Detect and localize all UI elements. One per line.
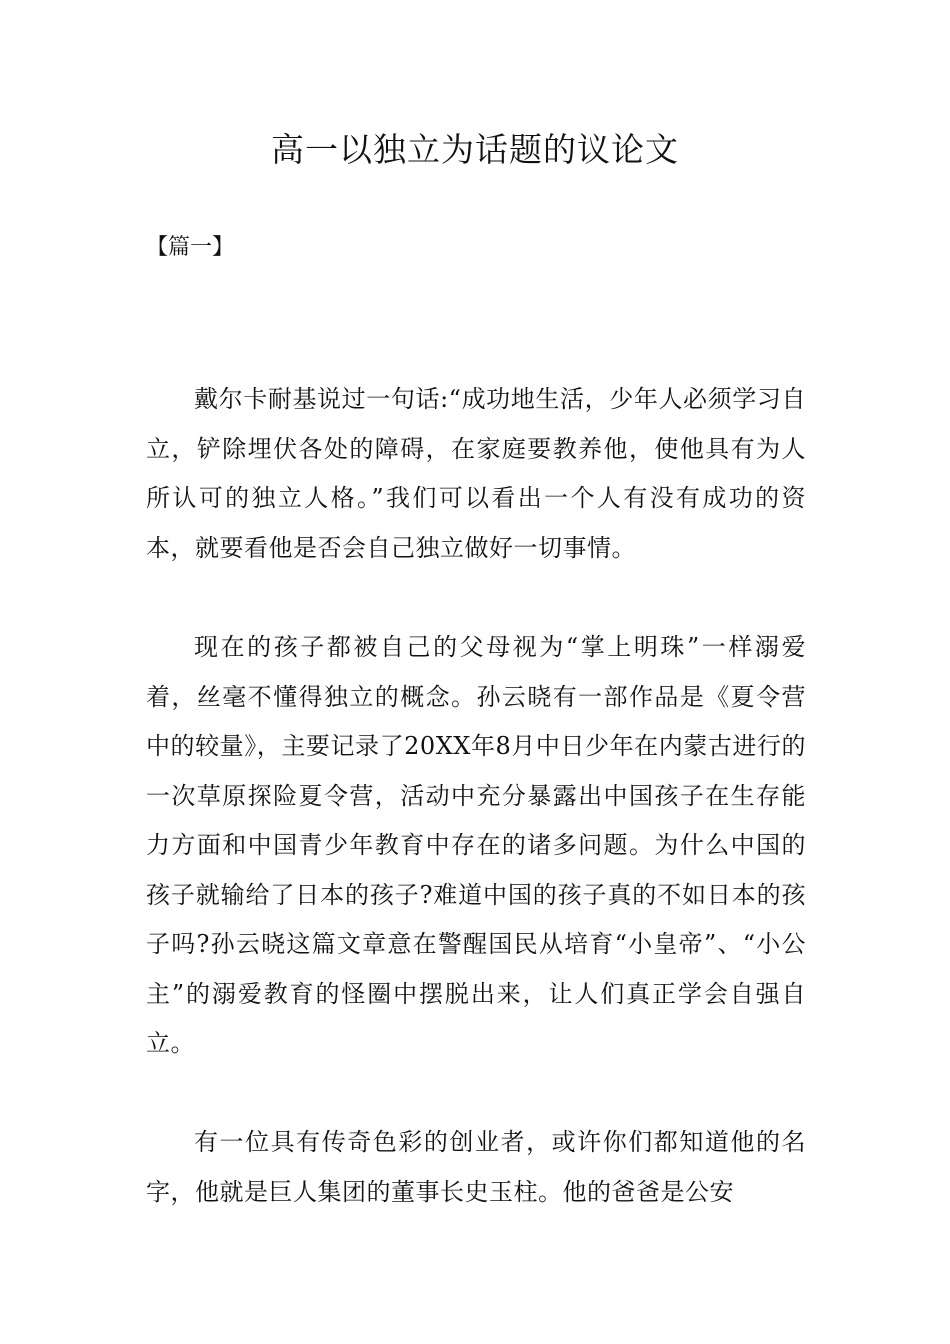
paragraph-2: 现在的孩子都被自己的父母视为“掌上明珠”一样溺爱着，丝毫不懂得独立的概念。孙云晓有一部作品是《夏令营中的较量》，主要记录了20XX年8月中日少年在内蒙古进行的一次草原探险夏令营，活动中充分暴露出中国孩子在生存能力方面和中国青少年教育中存在的诸多问题。为什么中国的孩子就输给了日本的孩子?难道中国的孩子真的不如日本的孩子吗?孙云晓这篇文章意在警醒国民从培育“小皇帝”、“小公主”的溺爱教育的怪圈中摆脱出来，让人们真正学会自强自立。	[146, 633, 806, 1057]
paragraph-3: 有一位具有传奇色彩的创业者，或许你们都知道他的名字，他就是巨人集团的董事长史玉柱。他的爸爸是公安	[146, 1128, 806, 1206]
paragraph-1: 戴尔卡耐基说过一句话:“成功地生活，少年人必须学习自立，铲除埋伏各处的障碍，在家庭要教养他，使他具有为人所认可的独立人格。”我们可以看出一个人有没有成功的资本，就要看他是否会自己独立做好一切事情。	[146, 385, 806, 562]
section-label: 【篇一】	[146, 235, 235, 260]
document-title: 高一以独立为话题的议论文	[271, 130, 679, 169]
